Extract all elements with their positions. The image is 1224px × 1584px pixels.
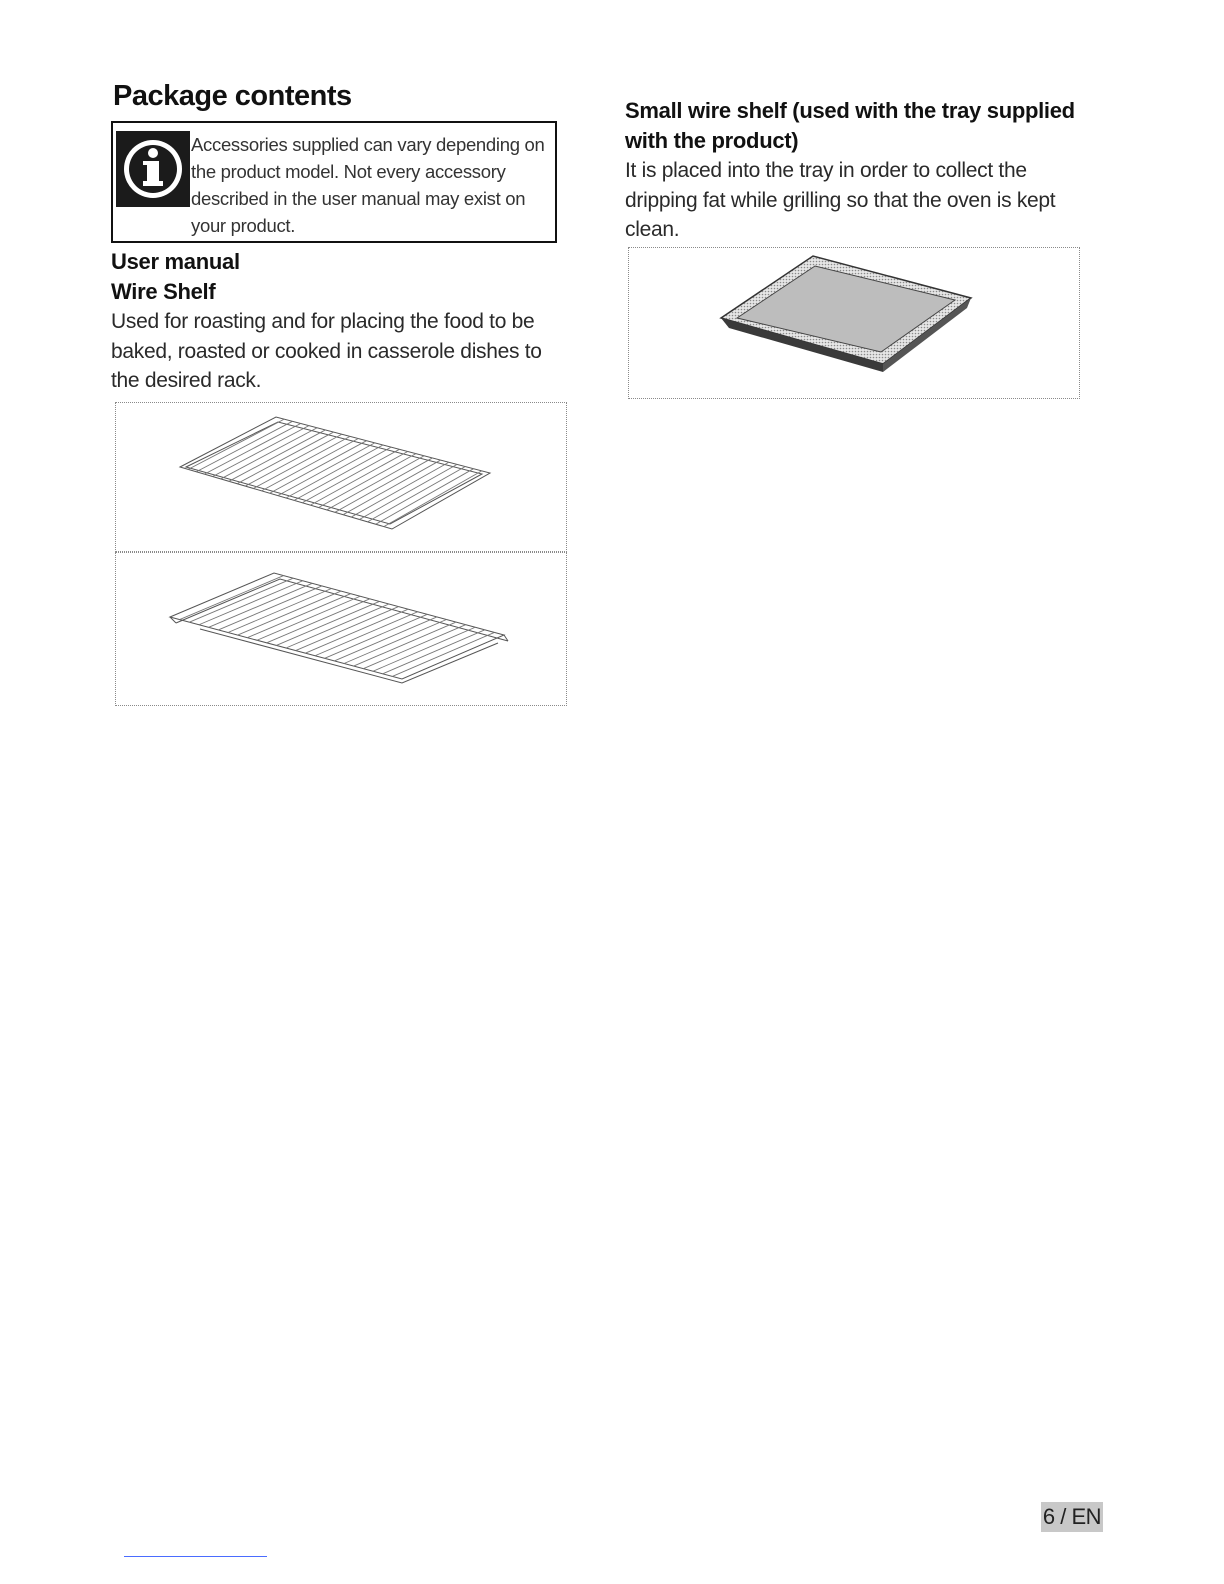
wire-bar (238, 591, 341, 635)
wire-bar (294, 447, 391, 500)
small-wire-shelf-heading: Small wire shelf (used with the tray supplied with the product) (625, 98, 1075, 153)
wire-bar (228, 588, 332, 632)
wire-bar (383, 629, 485, 673)
wire-bar (305, 609, 408, 653)
footer-rule (124, 1556, 267, 1557)
right-column (625, 96, 1095, 399)
wire-bar (286, 445, 383, 498)
page-number: 6 / EN (1041, 1502, 1103, 1532)
wire-bar (296, 606, 399, 650)
wire-shelf-image-side (115, 552, 567, 706)
wire-bar (334, 616, 437, 660)
tray-image (628, 247, 1080, 399)
wire-bar (257, 596, 360, 640)
wire-bar (204, 423, 300, 474)
notice-box (111, 121, 557, 243)
wire-bar (319, 453, 416, 507)
left-column (111, 80, 571, 706)
wire-bar (196, 421, 292, 471)
wire-bar (354, 622, 456, 666)
notice-text: Accessories supplied can vary depending on the product model. Not every accessory described in the user manual may exist on your product. (191, 134, 545, 236)
wire-bar (245, 434, 342, 486)
wire-bar (363, 624, 465, 668)
wire-bar (351, 462, 449, 517)
user-manual-heading: User manual (111, 249, 240, 274)
wire-bar (373, 627, 475, 671)
wire-shelf-heading: Wire Shelf (111, 279, 216, 304)
wire-bar (343, 460, 441, 515)
wire-shelf-description: Used for roasting and for placing the food to be baked, roasted or cooked in casserole dishes to the desired rack. (111, 310, 542, 392)
wire-bar (376, 468, 474, 524)
wire-bar (213, 425, 309, 476)
wire-bar (384, 470, 482, 526)
wire-bar (237, 432, 334, 484)
wire-bar (335, 457, 432, 511)
wire-bar (229, 429, 325, 480)
wire-bar (221, 427, 317, 478)
wire-bar (286, 604, 389, 648)
wire-bar (180, 575, 284, 619)
page-title: Package contents (113, 80, 352, 112)
wire-bar (327, 455, 424, 509)
wire-bar (247, 593, 350, 637)
wire-bar (315, 611, 418, 655)
wire-bar (262, 438, 359, 490)
wire-bar (199, 580, 303, 624)
info-icon (116, 131, 190, 207)
wire-bar (302, 449, 399, 502)
wire-bar (359, 464, 457, 519)
wire-bar (218, 585, 322, 629)
wire-bar (276, 601, 379, 645)
wire-bar (188, 419, 284, 469)
wire-bar (253, 436, 350, 488)
wire-bar (344, 619, 447, 663)
wire-bar (392, 632, 494, 676)
wire-bar (368, 466, 466, 521)
wire-bar (325, 614, 428, 658)
wire-bar (278, 442, 375, 495)
wire-bar (189, 578, 293, 622)
wire-bar (209, 583, 313, 627)
wire-shelf-image-flat (115, 402, 567, 552)
wire-bar (310, 451, 407, 505)
wire-bar (270, 440, 367, 493)
small-wire-shelf-description: It is placed into the tray in order to collect the dripping fat while grilling so that the oven is kept clean. (625, 159, 1056, 241)
wire-bar (267, 598, 370, 642)
